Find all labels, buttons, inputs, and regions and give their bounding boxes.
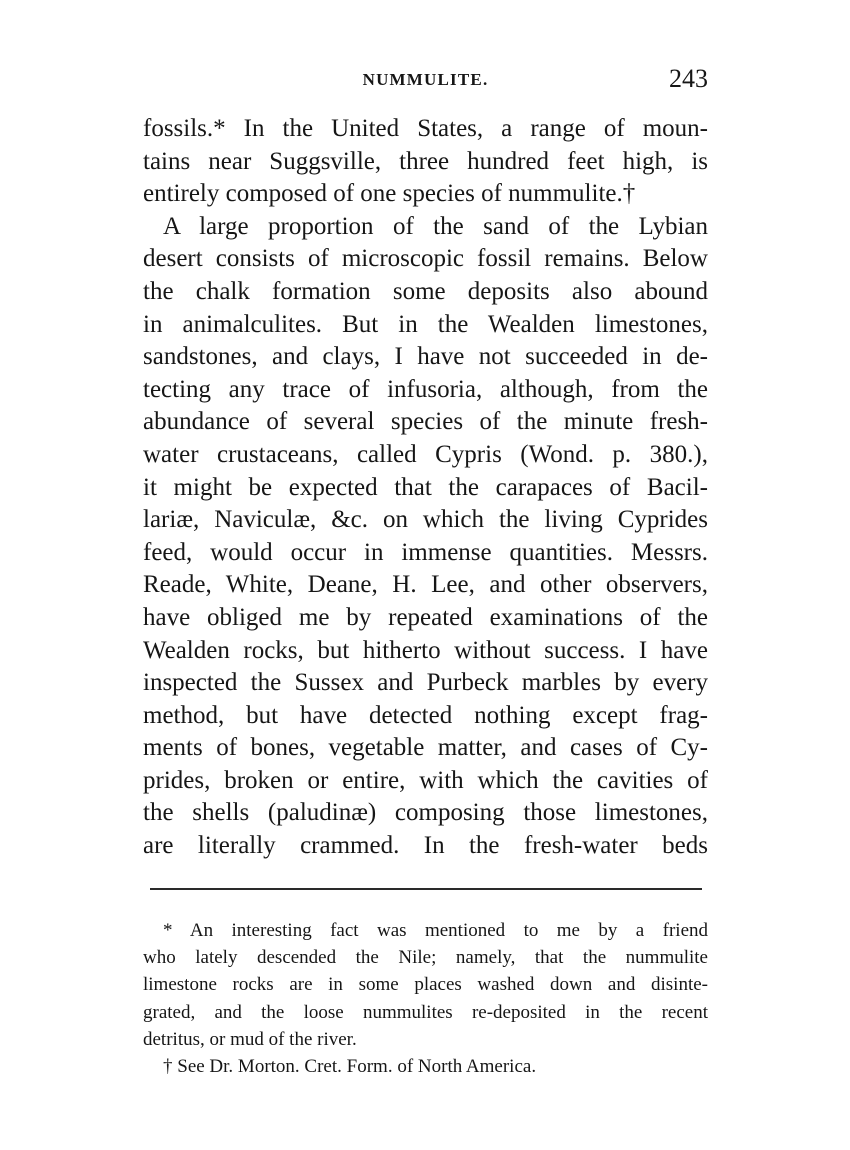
footnote-line: limestone rocks are in some places washed down and disinte- xyxy=(143,974,708,996)
body-line: fossils.* In the United States, a range of moun- xyxy=(143,115,708,142)
body-line: Wealden rocks, but hitherto without success. I have xyxy=(143,636,708,664)
body-line: inspected the Sussex and Purbeck marbles by every xyxy=(143,669,708,697)
body-line: the shells (paludinæ) composing those limestones, xyxy=(143,799,708,827)
body-line: water crustaceans, called Cypris (Wond. p. 380.), xyxy=(143,440,708,468)
body-line: have obliged me by repeated examinations of the xyxy=(143,603,708,631)
footnote-line: who lately descended the Nile; namely, that the nummulite xyxy=(143,947,708,969)
footnote-line: grated, and the loose nummulites re-deposited in the recent xyxy=(143,1001,708,1023)
body-line: the chalk formation some deposits also abound xyxy=(143,277,708,305)
body-line: in animalculites. But in the Wealden limestones, xyxy=(143,310,708,338)
body-line: entirely composed of one species of nummulite.† xyxy=(143,180,636,208)
running-title: NUMMULITE. xyxy=(362,70,489,89)
footnotes xyxy=(143,917,708,1080)
running-head xyxy=(143,64,708,98)
body-line: A large proportion of the sand of the Lybian xyxy=(163,212,708,240)
footnote-line: detritus, or mud of the river. xyxy=(143,1028,357,1050)
body-line: ments of bones, vegetable matter, and cases of Cy- xyxy=(143,734,708,762)
body-line: prides, broken or entire, with which the cavities of xyxy=(143,766,708,794)
body-line: tecting any trace of infusoria, although, from the xyxy=(143,375,708,403)
body-line: method, but have detected nothing except frag- xyxy=(143,701,708,729)
body-line: feed, would occur in immense quantities. Messrs. xyxy=(143,538,708,566)
footnote-line: * An interesting fact was mentioned to me by a friend xyxy=(163,920,708,941)
body-line: abundance of several species of the minute fresh- xyxy=(143,408,708,436)
body-line: tains near Suggsville, three hundred feet high, is xyxy=(143,147,708,175)
page-number: 243 xyxy=(669,64,708,93)
body-line: it might be expected that the carapaces of Bacil- xyxy=(143,473,708,501)
footnote-rule xyxy=(150,888,702,890)
body-line: desert consists of microscopic fossil remains. Below xyxy=(143,245,708,273)
body-line: sandstones, and clays, I have not succeeded in de- xyxy=(143,343,708,371)
footnote-line: † See Dr. Morton. Cret. Form. of North America. xyxy=(163,1055,537,1077)
body-line: Reade, White, Deane, H. Lee, and other observers, xyxy=(143,571,708,599)
body-text xyxy=(143,113,708,863)
body-line: lariæ, Naviculæ, &c. on which the living Cyprides xyxy=(143,506,708,534)
body-line: are literally crammed. In the fresh-water beds xyxy=(143,832,708,860)
